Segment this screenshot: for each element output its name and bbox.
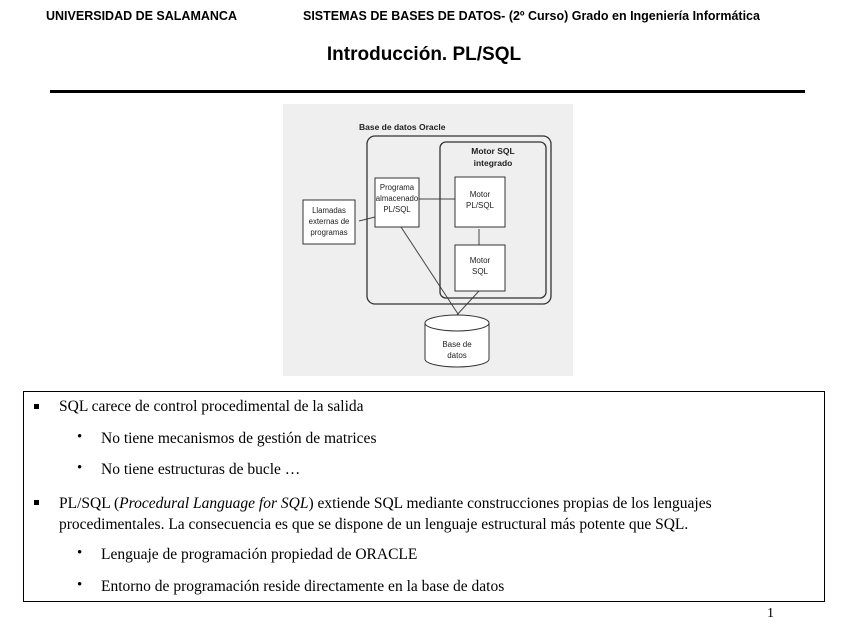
bullet-sql-limitation: SQL carece de control procedimental de la salida <box>59 398 364 415</box>
square-bullet-icon <box>34 500 39 505</box>
plsql-text-italic: Procedural Language for SQL <box>119 495 309 512</box>
square-bullet-icon <box>34 404 39 409</box>
motor-plsql-label-2: PL/SQL <box>465 201 495 210</box>
oracle-architecture-figure <box>283 104 573 376</box>
plsql-text-pre: PL/SQL ( <box>59 495 120 512</box>
plsql-text-post: ) extiende SQL mediante construcciones propias de los lenguajes procedimentales. La consecuencia es que se dispone de un lenguaje estructural más potente que SQL. <box>59 495 712 533</box>
sub-bullet-loops: No tiene estructuras de bucle … <box>101 461 301 478</box>
programa-label-2: almacenado <box>375 194 419 203</box>
architecture-diagram <box>283 104 573 376</box>
round-bullet-icon: • <box>77 429 83 445</box>
programa-label-1: Programa <box>379 183 415 192</box>
round-bullet-icon: • <box>77 460 83 476</box>
motor-integrado-label-1: Motor SQL <box>471 146 515 156</box>
sub-bullet-matrices: No tiene mecanismos de gestión de matrices <box>101 430 377 447</box>
llamadas-label-1: Llamadas <box>312 206 346 215</box>
content-box <box>23 391 825 602</box>
round-bullet-icon: • <box>77 577 83 593</box>
motor-integrado-label-2: integrado <box>473 158 513 168</box>
llamadas-label-2: externas de <box>308 217 350 226</box>
sub-bullet-oracle: Lenguaje de programación propiedad de ORACLE <box>101 546 418 563</box>
bullet-plsql-definition <box>59 493 819 535</box>
oracle-db-label: Base de datos Oracle <box>359 122 446 132</box>
programa-label-3: PL/SQL <box>383 205 411 214</box>
page-number: 1 <box>767 606 774 621</box>
header-university: UNIVERSIDAD DE SALAMANCA <box>46 9 237 23</box>
header-course: SISTEMAS DE BASES DE DATOS- (2º Curso) Grado en Ingeniería Informática <box>303 9 760 23</box>
basedatos-label-2: datos <box>447 351 467 360</box>
motor-sql-label-2: SQL <box>471 267 489 276</box>
round-bullet-icon: • <box>77 545 83 561</box>
basedatos-label-1: Base de <box>442 340 472 349</box>
title-rule <box>50 90 805 93</box>
page-title: Introducción. PL/SQL <box>326 44 522 65</box>
motor-sql-label-1: Motor <box>469 256 491 265</box>
motor-plsql-label-1: Motor <box>469 190 491 199</box>
sub-bullet-environment: Entorno de programación reside directamente en la base de datos <box>101 578 505 595</box>
llamadas-label-3: programas <box>310 228 348 237</box>
